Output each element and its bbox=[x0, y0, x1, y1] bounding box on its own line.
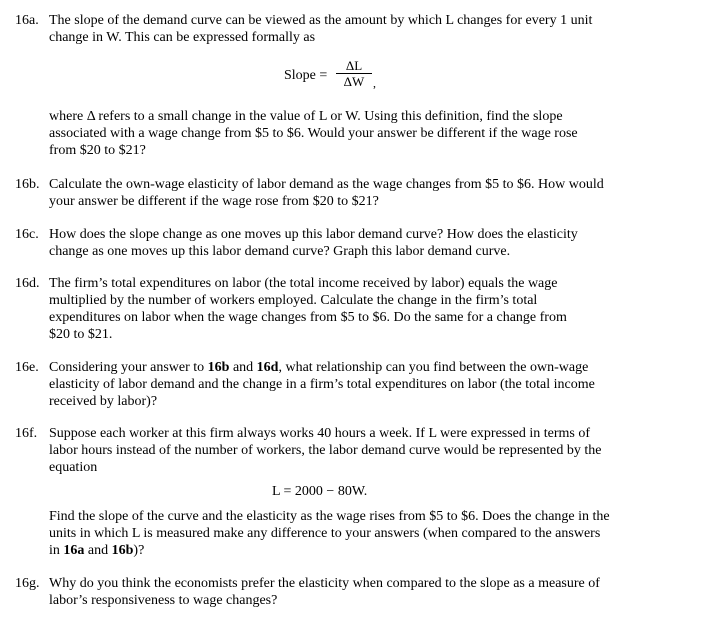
text-line: elasticity of labor demand and the change in a firm’s total expenditures on labor (the total income bbox=[49, 377, 595, 392]
question-text bbox=[49, 108, 689, 159]
text-segment: and bbox=[84, 543, 112, 558]
text-segment: Considering your answer to bbox=[49, 360, 208, 375]
text-line: associated with a wage change from $5 to $6. Would your answer be different if the wage rose bbox=[49, 126, 578, 141]
text-line: Why do you think the economists prefer the elasticity when compared to the slope as a measure of bbox=[49, 576, 600, 591]
text-segment: )? bbox=[133, 543, 145, 558]
text-line: The slope of the demand curve can be viewed as the amount by which L changes for every 1 unit bbox=[49, 13, 593, 28]
slope-fraction bbox=[336, 59, 372, 89]
text-line: labor’s responsiveness to wage changes? bbox=[49, 593, 278, 608]
text-line: Suppose each worker at this firm always works 40 hours a week. If L were expressed in terms of bbox=[49, 426, 591, 441]
question-label: 16f. bbox=[15, 426, 38, 441]
text-segment: and bbox=[229, 360, 257, 375]
question-label: 16e. bbox=[15, 360, 39, 375]
slope-numerator: ΔL bbox=[336, 59, 372, 74]
question-label: 16d. bbox=[15, 276, 40, 291]
text-line: change as one moves up this labor demand curve? Graph this labor demand curve. bbox=[49, 244, 511, 259]
question-text bbox=[49, 508, 689, 559]
question-text bbox=[49, 12, 689, 46]
question-label: 16b. bbox=[15, 177, 40, 192]
question-text bbox=[49, 575, 689, 609]
text-line: equation bbox=[49, 460, 98, 475]
labor-demand-equation: L = 2000 − 80W. bbox=[272, 484, 368, 499]
text-line: units in which L is measured make any difference to your answers (when compared to the answers bbox=[49, 526, 601, 541]
question-text bbox=[49, 359, 689, 410]
slope-comma: , bbox=[373, 76, 376, 90]
text-line: Find the slope of the curve and the elasticity as the wage rises from $5 to $6. Does the change in the bbox=[49, 509, 610, 524]
text-line: How does the slope change as one moves up this labor demand curve? How does the elasticity bbox=[49, 227, 578, 242]
text-line: where Δ refers to a small change in the value of L or W. Using this definition, find the slope bbox=[49, 109, 563, 124]
text-line: Calculate the own-wage elasticity of labor demand as the wage changes from $5 to $6. How would bbox=[49, 177, 604, 192]
reference-16a: 16a bbox=[63, 543, 85, 558]
text-segment: in bbox=[49, 543, 64, 558]
slope-denominator: ΔW bbox=[343, 74, 365, 89]
reference-16b: 16b bbox=[207, 360, 230, 375]
question-label: 16a. bbox=[15, 13, 39, 28]
text-line: labor hours instead of the number of workers, the labor demand curve would be represented by the bbox=[49, 443, 602, 458]
question-label: 16c. bbox=[15, 227, 39, 242]
slope-equation-lhs: Slope = bbox=[284, 68, 328, 83]
text-line bbox=[49, 542, 689, 559]
question-text bbox=[49, 226, 689, 260]
reference-16b: 16b bbox=[111, 543, 134, 558]
text-line bbox=[49, 359, 689, 376]
question-text bbox=[49, 275, 689, 343]
text-line: expenditures on labor when the wage changes from $5 to $6. Do the same for a change from bbox=[49, 310, 567, 325]
text-line: The firm’s total expenditures on labor (the total income received by labor) equals the wage bbox=[49, 276, 558, 291]
text-line: received by labor)? bbox=[49, 394, 158, 409]
text-line: multiplied by the number of workers employed. Calculate the change in the firm’s total bbox=[49, 293, 538, 308]
reference-16d: 16d bbox=[256, 360, 279, 375]
question-label: 16g. bbox=[15, 576, 40, 591]
text-line: $20 to $21. bbox=[49, 327, 113, 342]
question-text bbox=[49, 425, 689, 476]
question-text bbox=[49, 176, 689, 210]
text-segment: , what relationship can you find between the own-wage bbox=[278, 360, 589, 375]
text-line: your answer be different if the wage rose from $20 to $21? bbox=[49, 194, 379, 209]
text-line: from $20 to $21? bbox=[49, 143, 146, 158]
text-line: change in W. This can be expressed formally as bbox=[49, 30, 316, 45]
